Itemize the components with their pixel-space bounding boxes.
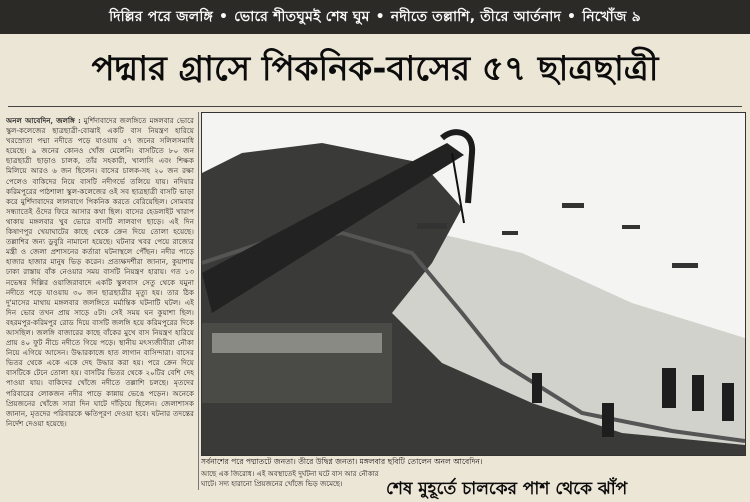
photo-illustration [202, 113, 745, 455]
column-divider [198, 112, 199, 490]
article-body [6, 116, 194, 490]
photo-bus-window [212, 333, 382, 353]
strip-separator: • [567, 9, 577, 25]
headline-divider [8, 106, 742, 107]
news-photo [201, 112, 746, 456]
strip-separator: • [375, 9, 385, 25]
article-text: মুর্শিদাবাদের জলঙ্গিতে মঙ্গলবার ভোরে স্কুল-কলেজের ছাত্রছাত্রী-বোঝাই একটি বাস নিয়ন্ত্রণ হারিয়ে খরস্রোতা পদ্মা নদীতে পড়ে যাওয়ায় ৫৭ জনের সলিলসমাধি হয়েছে। ৯ জনের কোনও খোঁজ মেলেনি। বাসটিতে ৮০ জন ছাত্রছাত্রী ছাড়াও চালক, তাঁর সহকারী, খালাসি এবং শিক্ষক মিলিয়ে আরও ৬ জন ছিলেন। বাসের চালক-সহ ২০ জন রক্ষা পেলেও বাকিদের নিয়ে বাসটি নদীগর্ভে তলিয়ে যায়। নদিয়ার করিমপুরের পাঠশালা স্কুল-কলেজের ওই সব ছাত্রছাত্রী বাসটি ভাড়া করে মুর্শিদাবাদের লালবাগে পিকনিক করতে বেরিয়েছিল। সোমবার সন্ধ্যাতেই ওঁদের ফিরে আসার কথা ছিল। বাসের হেডলাইট খারাপ থাকায় মঙ্গলবার খুব ভোরে বাসটি লালবাগ ছাড়ে। এই দিন কিষাণপুর খেয়াঘাটের কাছে থেকে ক্রেন দিয়ে তোলা হয়েছে। তল্লাশির জন্য ডুবুরি নামানো হয়েছে। ঘটনার খবর পেয়ে রাজ্যের মন্ত্রী ও জেলা প্রশাসনের কর্তারা ঘটনাস্থলে পৌঁছন। নদীর পাড়ে হাজার হাজার মানুষ ভিড় করেন। প্রত্যক্ষদর্শীরা জানান, কুয়াশায় ঢাকা রাস্তায় বাঁক নেওয়ার সময় বাসটি নিয়ন্ত্রণ হারায়। গত ১৩ নভেম্বর দিল্লির ওয়াজিরাবাদে একটি স্কুলবাস সেতু থেকে যমুনা নদীতে পড়ে যাওয়ায় ৩০ জন ছাত্রছাত্রীর মৃত্যু হয়। তার ঠিক দু'মাসের মাথায় মঙ্গলবার জলঙ্গিতে মর্মান্তিক ঘটনাটি ঘটল। এই দিন ভোর তখন প্রায় সাড়ে ৫টা। সেই সময় ঘন কুয়াশা ছিল। বহরমপুর-করিমপুর রোড দিয়ে বাসটি জলঙ্গি হয়ে করিমপুরের দিকে আসছিল। জলঙ্গি বাজারের কাছে বাঁকের মুখে বাস নিয়ন্ত্রণ হারিয়ে প্রায় ৪০ ফুট নীচে নদীতে গিয়ে পড়ে। স্থানীয় মৎস্যজীবীরা নৌকা নিয়ে এগিয়ে আসেন। উদ্ধারকাজে হাত লাগান বাসিন্দারা। বাসের ভিতর থেকে একে একে দেহ উদ্ধার করা হয়। পরে ক্রেন দিয়ে বাসটিকে টেনে তোলা হয়। বাসটির ভিতর থেকে ২০টির বেশি দেহ পাওয়া যায়। বাকিদের খোঁজে নদীতে তল্লাশি চলছে। মৃতদের পরিবারের লোকজন নদীর পাড়ে কান্নায় ভেঙে পড়েন। অনেকে প্রিয়জনের খোঁজে সারা দিন ঘাটে দাঁড়িয়ে ছিলেন। জেলাশাসক জানান, মৃতদের পরিবারকে ক্ষতিপূরণ দেওয়া হবে। ঘটনার তদন্তের নির্দেশ দেওয়া হয়েছে। [6, 116, 194, 428]
strip-item: দিল্লির পরে জলঙ্গি [109, 9, 213, 25]
top-headline-strip [0, 0, 750, 34]
article-byline: অনল আবেদিন, জলঙ্গি : [6, 116, 81, 125]
strip-item: নিখোঁজ ৯ [582, 9, 641, 25]
photo-caption: সর্বনাশের পরে পদ্মাতটে জনতা। তীরে উদ্বিগ্ন জনতা। মঙ্গলবার ছবিটি তোলেন অনল আবেদিন। [201, 457, 483, 466]
strip-item: নদীতে তল্লাশি, তীরে আর্তনাদ [390, 9, 562, 25]
page-headline: পদ্মার গ্রাসে পিকনিক-বাসের ৫৭ ছাত্রছাত্রী [91, 48, 659, 89]
bottom-article-text: আছে এক জিরোধ। এই অবস্থাতেই দুর্ঘটনা ঘটে বাস আর নৌকার ঘাটে। সদ্য হারানো প্রিয়জনের খোঁজে ভিড় জমেছে। [201, 470, 379, 488]
strip-separator: • [218, 9, 229, 25]
secondary-headline: শেষ মুহূর্তে চালকের পাশ থেকে ঝাঁপ [386, 479, 628, 499]
strip-item: ভোরে শীতঘুমই শেষ ঘুম [234, 9, 370, 25]
